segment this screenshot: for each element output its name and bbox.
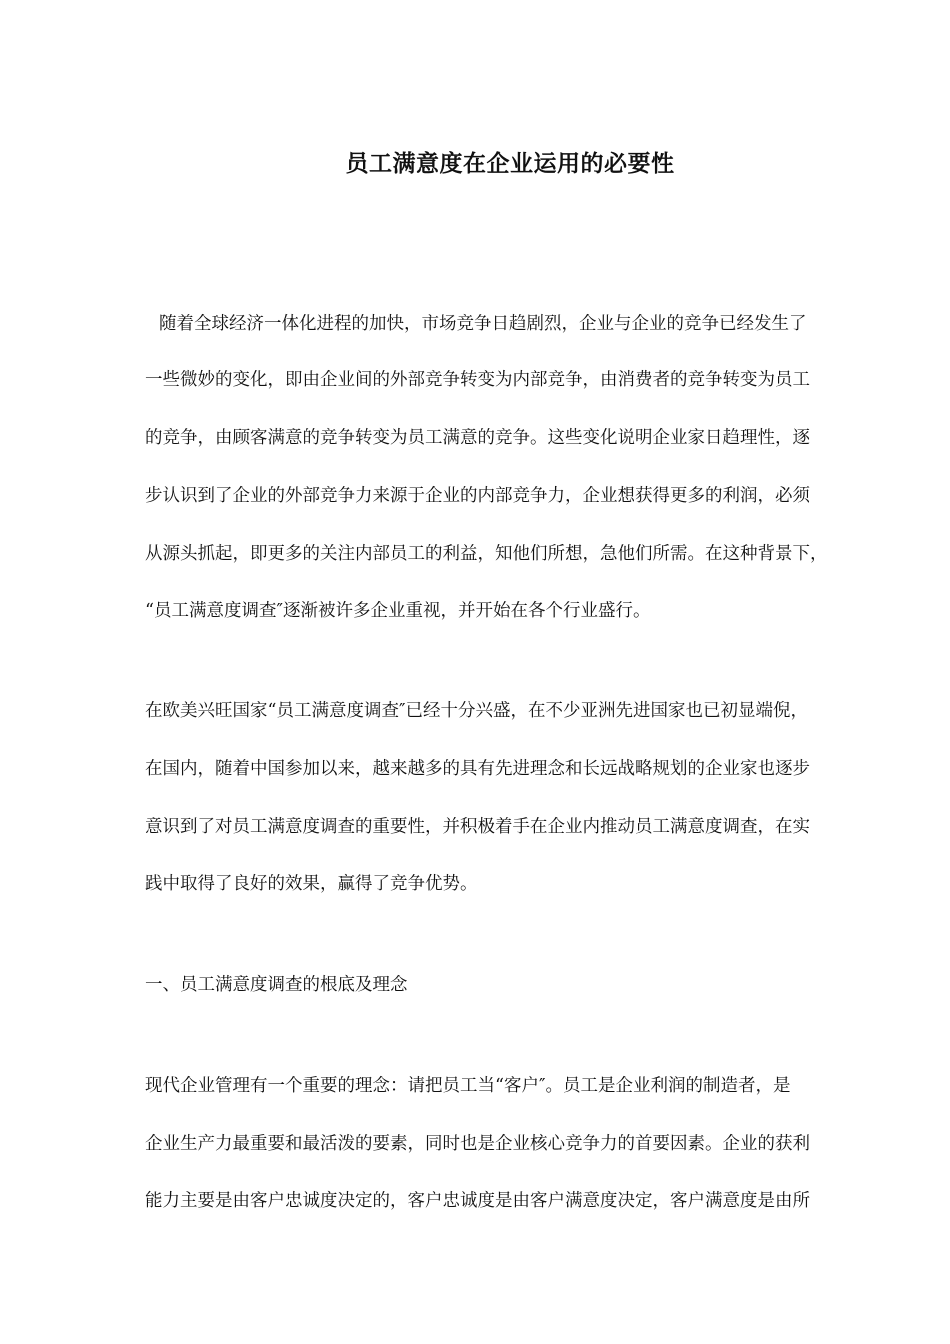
paragraph-2-line-3: 意识到了对员工满意度调查的重要性，并积极着手在企业内推动员工满意度调查，在实 [145, 817, 810, 837]
paragraph-3-line-3: 能力主要是由客户忠诚度决定的，客户忠诚度是由客户满意度决定，客户满意度是由所 [145, 1191, 810, 1211]
document-title: 员工满意度在企业运用的必要性 [345, 150, 675, 177]
paragraph-2-line-2: 在国内，随着中国参加以来，越来越多的具有先进理念和长远战略规划的企业家也逐步 [145, 759, 810, 779]
paragraph-2-line-1: 在欧美兴旺国家“员工满意度调查″已经十分兴盛，在不少亚洲先进国家也已初显端倪， [145, 701, 808, 721]
paragraph-1-line-3: 的竞争，由顾客满意的竞争转变为员工满意的竞争。这些变化说明企业家日趋理性，逐 [145, 428, 810, 448]
section-1-heading: 一、员工满意度调查的根底及理念 [145, 975, 408, 995]
paragraph-1-line-5: 从源头抓起，即更多的关注内部员工的利益，知他们所想，急他们所需。在这种背景下， [145, 544, 828, 564]
paragraph-3-line-2: 企业生产力最重要和最活泼的要素，同时也是企业核心竞争力的首要因素。企业的获利 [145, 1134, 810, 1154]
paragraph-3-line-1: 现代企业管理有一个重要的理念：请把员工当“客户″。员工是企业利润的制造者，是 [145, 1076, 791, 1096]
paragraph-1-line-6: “员工满意度调查″逐渐被许多企业重视，并开始在各个行业盛行。 [145, 601, 651, 621]
paragraph-1-line-4: 步认识到了企业的外部竞争力来源于企业的内部竞争力，企业想获得更多的利润，必须 [145, 486, 810, 506]
paragraph-2-line-4: 践中取得了良好的效果，赢得了竞争优势。 [145, 874, 478, 894]
paragraph-1-line-2: 一些微妙的变化，即由企业间的外部竞争转变为内部竞争，由消费者的竞争转变为员工 [145, 370, 810, 390]
paragraph-1-line-1: 随着全球经济一体化进程的加快，市场竞争日趋剧烈，企业与企业的竞争已经发生了 [159, 314, 807, 334]
